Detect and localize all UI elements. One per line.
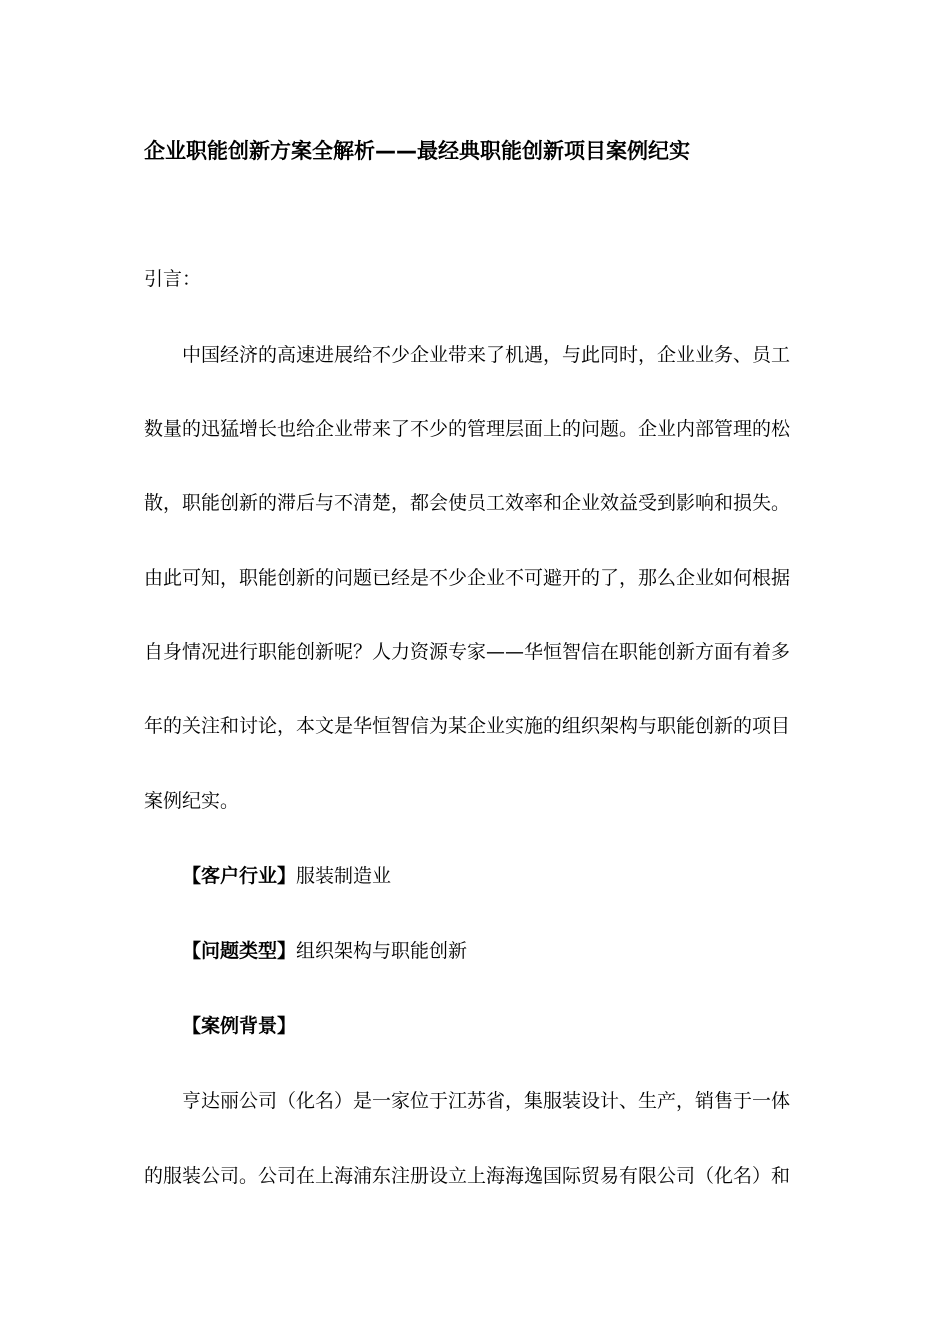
paragraph-line: 年的关注和讨论，本文是华恒智信为某企业实施的组织架构与职能创新的项目 (144, 715, 791, 737)
intro-label: 引言： (144, 268, 202, 290)
paragraph-line: 的服装公司。公司在上海浦东注册设立上海海逸国际贸易有限公司（化名）和 (144, 1165, 791, 1187)
paragraph-line: 自身情况进行职能创新呢？人力资源专家——华恒智信在职能创新方面有着多 (144, 641, 791, 663)
client-industry-value: 服装制造业 (296, 865, 392, 887)
problem-type-label: 【问题类型】 (182, 940, 297, 962)
paragraph-line: 由此可知，职能创新的问题已经是不少企业不可避开的了，那么企业如何根据 (144, 567, 791, 589)
problem-type-value: 组织架构与职能创新 (296, 940, 468, 962)
paragraph-line: 散，职能创新的滞后与不清楚，都会使员工效率和企业效益受到影响和损失。 (144, 492, 791, 514)
paragraph-line: 案例纪实。 (144, 790, 240, 812)
paragraph-line: 数量的迅猛增长也给企业带来了不少的管理层面上的问题。企业内部管理的松 (144, 418, 791, 440)
client-industry-label: 【客户行业】 (182, 865, 297, 887)
client-industry-row (182, 861, 391, 891)
paragraph-line: 中国经济的高速进展给不少企业带来了机遇，与此同时，企业业务、员工 (182, 344, 791, 366)
document-title: 企业职能创新方案全解析——最经典职能创新项目案例纪实 (144, 139, 690, 163)
case-background-heading: 【案例背景】 (182, 1015, 297, 1037)
paragraph-line: 亨达丽公司（化名）是一家位于江苏省，集服装设计、生产，销售于一体 (182, 1090, 791, 1112)
problem-type-row (182, 936, 467, 966)
